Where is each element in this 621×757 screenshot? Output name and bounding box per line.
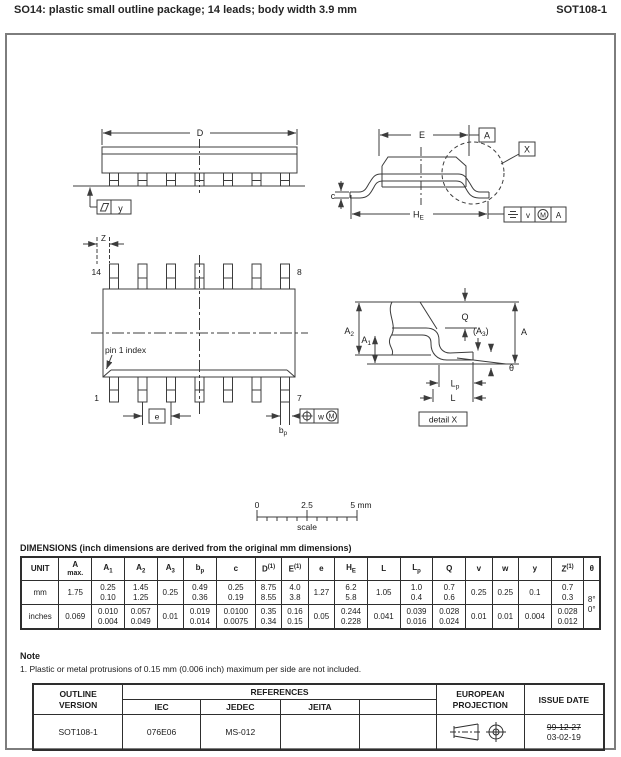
dim-label-a3: $(A_3)$	[473, 326, 489, 338]
note-item: 1. Plastic or metal protrusions of 0.15 mm (0.006 inch) maximum per side are not included.	[20, 664, 362, 674]
dim-value-cell: 0.01	[466, 605, 492, 630]
scale-mid-label: 2.5	[301, 500, 313, 510]
dim-value-cell: 0.25	[466, 580, 492, 604]
dim-value-cell: 4.0 3.8	[282, 580, 308, 604]
dim-value-cell: 0.7 0.3	[551, 580, 584, 604]
ref-extra-value	[360, 715, 437, 751]
dim-value-cell: 8.75 8.55	[255, 580, 281, 604]
dim-col-header: c	[216, 557, 255, 580]
position-symbol-icon	[302, 411, 313, 422]
flatness-symbol-icon	[101, 204, 109, 212]
datum-a-label: A	[483, 130, 491, 141]
dim-value-cell: 0.16 0.15	[282, 605, 308, 630]
dim-col-header: $L_p$	[400, 557, 433, 580]
dim-label-a1: $A_1$	[361, 335, 371, 347]
dim-label-theta: θ	[509, 363, 515, 373]
pin-1-label: 1	[94, 393, 99, 403]
scale-caption: scale	[297, 522, 317, 532]
package-outline-drawing	[7, 35, 614, 538]
references-table	[32, 683, 605, 751]
dim-col-header: $H_E$	[335, 557, 368, 580]
dim-label-a: A	[521, 327, 528, 337]
dim-value-cell: 0.028 0.024	[433, 605, 466, 630]
fcf-a-label: A	[555, 211, 562, 220]
pin-8-label: 8	[297, 267, 302, 277]
dim-value-cell: 0.05	[308, 605, 334, 630]
dim-value-cell: 0.0100 0.0075	[216, 605, 255, 630]
dim-label-pitch-e: e	[154, 411, 160, 422]
issue-date-old: 99-12-27	[546, 722, 581, 732]
dim-col-header: A max.	[59, 557, 92, 580]
dim-unit-cell: mm	[21, 580, 59, 604]
dim-label-z: Z	[101, 234, 106, 243]
dim-value-cell: 0.01	[157, 605, 183, 630]
dim-value-cell: 0.25	[157, 580, 183, 604]
dim-col-header: Q	[433, 557, 466, 580]
jeita-value	[280, 715, 360, 751]
end-view	[335, 125, 566, 222]
ref-col-jeita: JEITA	[280, 700, 360, 715]
dim-col-header: $b_p$	[184, 557, 217, 580]
dim-value-cell: 0.49 0.36	[184, 580, 217, 604]
dim-value-cell: 6.2 5.8	[335, 580, 368, 604]
dim-value-cell: 1.27	[308, 580, 334, 604]
dim-value-cell: 0.7 0.6	[433, 580, 466, 604]
dim-col-header: $A_1$	[92, 557, 125, 580]
dim-value-cell: 0.039 0.016	[400, 605, 433, 630]
dim-col-header: $D^{(1)}$	[255, 557, 281, 580]
dim-col-header: $E^{(1)}$	[282, 557, 308, 580]
dim-col-header: e	[308, 557, 334, 580]
detail-x-view	[355, 288, 519, 426]
dim-value-cell: 0.35 0.34	[255, 605, 281, 630]
ref-col-extra	[360, 700, 437, 715]
dim-value-cell: 0.25 0.10	[92, 580, 125, 604]
fcf-w-label: w	[318, 412, 324, 422]
issue-date-header: ISSUE DATE	[524, 684, 604, 715]
note-heading: Note	[20, 651, 40, 661]
dim-value-cell: 1.05	[367, 580, 400, 604]
dim-label-d: D	[196, 128, 204, 138]
flatness-callout	[90, 188, 131, 215]
pin-7-label: 7	[297, 393, 302, 403]
note-block	[20, 651, 361, 674]
dim-theta-cell: 8° 0°	[584, 580, 600, 629]
side-view	[73, 129, 305, 214]
pin-14-label: 14	[91, 267, 101, 277]
dim-col-header: $Z^{(1)}$	[551, 557, 584, 580]
dim-col-header: UNIT	[21, 557, 59, 580]
dim-value-cell: 0.244 0.228	[335, 605, 368, 630]
dim-value-cell: 1.75	[59, 580, 92, 604]
dim-label-l: L	[450, 393, 456, 403]
dim-value-cell: 0.019 0.014	[184, 605, 217, 630]
page-title: SO14: plastic small outline package; 14 leads; body width 3.9 mm	[14, 4, 357, 16]
detail-x-ref-label: X	[523, 144, 531, 155]
dim-value-cell: 0.028 0.012	[551, 605, 584, 630]
scale-end-label: 5 mm	[350, 500, 372, 510]
dim-value-cell: 0.004	[518, 605, 551, 630]
fcf-m2-label: M	[328, 413, 335, 421]
pin1-index-label: pin 1 index	[105, 345, 147, 355]
issue-date-new: 03-02-19	[546, 732, 581, 742]
dim-value-cell: 1.0 0.4	[400, 580, 433, 604]
scale-bar	[257, 510, 357, 521]
dim-col-header: y	[518, 557, 551, 580]
flatness-y-label: y	[118, 203, 123, 214]
dim-unit-cell: inches	[21, 605, 59, 630]
drawing-frame	[5, 33, 616, 750]
references-header: REFERENCES	[123, 684, 437, 700]
dim-col-header: v	[466, 557, 492, 580]
page-header	[14, 4, 607, 16]
outline-version-header: OUTLINE VERSION	[33, 684, 123, 715]
dim-label-he: $H_E$	[413, 209, 424, 222]
dimensions-table	[20, 556, 601, 630]
dim-col-header: $A_3$	[157, 557, 183, 580]
projection-symbol-cell	[436, 715, 524, 751]
detail-x-circle	[442, 142, 504, 204]
dim-label-lp: $L_p$	[450, 378, 460, 391]
scale-zero-label: 0	[254, 500, 260, 510]
dimensions-title: DIMENSIONS (inch dimensions are derived from the original mm dimensions)	[20, 543, 352, 553]
ref-col-iec: IEC	[123, 700, 201, 715]
symmetry-symbol-icon	[508, 212, 518, 218]
dim-label-e-width: E	[418, 130, 426, 140]
dim-value-cell: 0.069	[59, 605, 92, 630]
dim-col-header: θ	[584, 557, 600, 580]
dim-value-cell: 0.041	[367, 605, 400, 630]
dim-value-cell: 0.25	[492, 580, 518, 604]
dim-col-header: w	[492, 557, 518, 580]
issue-date-value	[524, 715, 604, 751]
fcf-v-label: v	[526, 211, 530, 220]
fcf-m-label: M	[540, 212, 546, 220]
outline-version-value: SOT108-1	[33, 715, 123, 751]
dim-value-cell: 0.010 0.004	[92, 605, 125, 630]
iec-value: 076E06	[123, 715, 201, 751]
dim-value-cell: 0.25 0.19	[216, 580, 255, 604]
ref-col-jedec: JEDEC	[200, 700, 280, 715]
dim-col-header: $A_2$	[124, 557, 157, 580]
dim-label-a2: $A_2$	[344, 326, 354, 338]
dim-label-q: Q	[461, 312, 469, 322]
dim-label-c: c	[330, 191, 336, 201]
dim-value-cell: 1.45 1.25	[124, 580, 157, 604]
dim-col-header: L	[367, 557, 400, 580]
dim-value-cell: 0.057 0.049	[124, 605, 157, 630]
european-projection-header: EUROPEAN PROJECTION	[436, 684, 524, 715]
dim-label-bp: $b_p$	[278, 425, 288, 437]
package-code: SOT108-1	[556, 4, 607, 16]
detail-x-caption: detail X	[428, 414, 458, 425]
dim-value-cell: 0.01	[492, 605, 518, 630]
jedec-value: MS-012	[200, 715, 280, 751]
first-angle-projection-icon	[448, 720, 512, 744]
dim-value-cell: 0.1	[518, 580, 551, 604]
